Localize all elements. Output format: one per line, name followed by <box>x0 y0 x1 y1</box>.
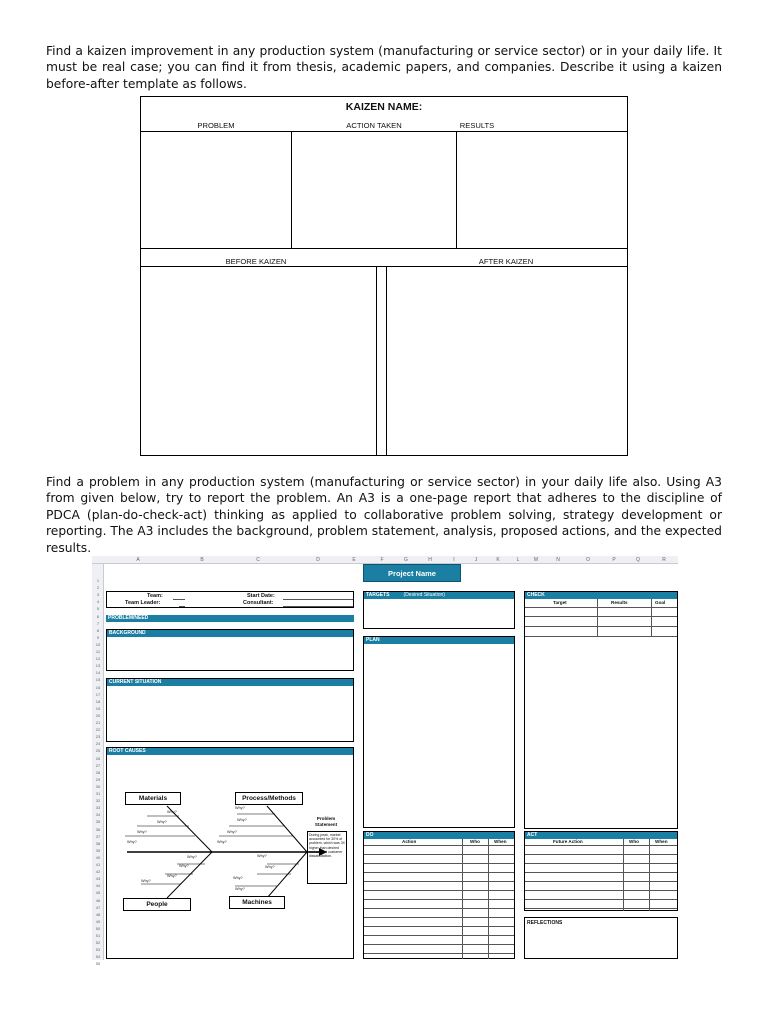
check-grid-line <box>525 626 677 627</box>
start-date-field-line <box>283 599 353 600</box>
row-number: 27 <box>95 762 101 768</box>
row-number: 19 <box>95 705 101 711</box>
team-label: Team: <box>147 593 163 599</box>
do-bar: DO <box>364 832 514 839</box>
row-number: 40 <box>95 854 101 860</box>
row-number: 1 <box>96 578 100 583</box>
row-number: 32 <box>95 798 101 804</box>
row-number: 18 <box>95 698 101 704</box>
row-number: 45 <box>95 890 101 896</box>
check-grid-line <box>597 599 598 636</box>
fishbone-bone <box>267 806 307 852</box>
act-col-future-action: Future Action <box>553 839 583 844</box>
row-number: 47 <box>95 904 101 910</box>
project-name-box: Project Name <box>363 564 461 582</box>
row-number: 3 <box>96 592 100 598</box>
row-number: 15 <box>95 677 101 683</box>
check-grid-line <box>525 607 677 608</box>
grid-row-line <box>364 854 514 855</box>
column-letter: K <box>496 557 500 563</box>
column-letter: I <box>453 557 455 563</box>
grid-row-line <box>364 872 514 873</box>
row-number: 49 <box>95 918 101 924</box>
row-number: 42 <box>95 869 101 875</box>
background-bar: BACKGROUND <box>107 630 353 637</box>
row-number: 5 <box>96 606 100 612</box>
row-number: 24 <box>95 741 101 747</box>
spreadsheet-column-header <box>92 556 678 564</box>
spreadsheet-row-header <box>92 564 104 967</box>
check-grid-line <box>525 636 677 637</box>
current-situation-bar: CURRENT SITUATION <box>107 679 353 686</box>
row-number: 39 <box>95 847 101 853</box>
column-letter: B <box>200 557 204 563</box>
targets-section <box>363 591 515 629</box>
row-number: 12 <box>95 656 101 662</box>
do-col-action: Action <box>402 839 417 844</box>
act-section <box>524 831 678 911</box>
column-letter: H <box>428 557 432 563</box>
kaizen-divider <box>456 131 457 248</box>
row-number: 26 <box>95 755 101 761</box>
grid-row-line <box>364 935 514 936</box>
plan-bar: PLAN <box>364 637 514 644</box>
column-letter: L <box>516 557 520 563</box>
row-number: 10 <box>95 641 101 647</box>
why-label: Why? <box>141 879 151 883</box>
row-number: 31 <box>95 791 101 796</box>
check-section <box>524 591 678 829</box>
check-col-results: Results <box>611 600 628 605</box>
fishbone-machines-label: Machines <box>229 896 285 909</box>
column-letter: J <box>474 557 478 563</box>
row-number: 23 <box>95 734 101 740</box>
grid-row-line <box>525 863 677 864</box>
row-number: 30 <box>95 783 101 789</box>
kaizen-results-label: RESULTS <box>459 121 495 130</box>
row-number: 9 <box>96 634 100 640</box>
check-grid-line <box>525 616 677 617</box>
row-number: 16 <box>95 684 101 690</box>
column-letter: R <box>662 557 666 563</box>
grid-row-line <box>525 890 677 891</box>
plan-section <box>363 636 515 828</box>
grid-row-line <box>364 899 514 900</box>
row-number: 35 <box>95 819 101 825</box>
kaizen-name-title: KAIZEN NAME: <box>345 101 423 113</box>
problem-statement-label: Problem Statement <box>314 816 338 827</box>
kaizen-divider <box>291 131 292 248</box>
act-bar: ACT <box>525 832 677 839</box>
team-leader-field-line <box>179 606 185 607</box>
column-letter: M <box>533 557 539 563</box>
row-number: 54 <box>95 954 101 960</box>
row-number: 46 <box>95 897 101 903</box>
grid-row-line <box>364 845 514 846</box>
row-number: 38 <box>95 840 101 846</box>
a3-paragraph: Find a problem in any production system (manufacturing or service sector) in your daily life also. Using A3 from given below, try to report the problem. An A3 is a one-page report that adheres to the discipline of PDCA (plan-do-check-act) thinking as applied to collaborative problem solving, strategy development or reporting. The A3 includes the background, problem statement, analysis, proposed actions, and the expected results. <box>46 475 722 555</box>
grid-row-line <box>364 890 514 891</box>
row-number: 11 <box>95 649 101 654</box>
reflections-section <box>524 917 678 959</box>
targets-label: TARGETS <box>366 592 390 598</box>
targets-note: (Desired Situation) <box>403 592 445 598</box>
row-number: 50 <box>95 925 101 931</box>
column-letter: A <box>136 557 140 563</box>
do-col-when: When <box>494 839 507 844</box>
a3-report-template <box>92 556 678 967</box>
current-situation-section <box>106 678 354 742</box>
row-number: 53 <box>95 947 101 953</box>
why-label: Why? <box>179 864 189 868</box>
kaizen-before-label: BEFORE KAIZEN <box>225 257 287 266</box>
why-label: Why? <box>187 855 197 859</box>
why-label: Why? <box>257 854 267 858</box>
column-letter: F <box>380 557 384 563</box>
do-col-who: Who <box>470 839 480 844</box>
reflections-label: REFLECTIONS <box>527 920 563 926</box>
why-label: Why? <box>235 887 245 891</box>
why-label: Why? <box>127 840 137 844</box>
row-number: 13 <box>95 663 101 669</box>
team-info-box <box>106 591 354 608</box>
act-grid-line <box>623 839 624 911</box>
column-letter: E <box>352 557 356 563</box>
team-leader-label: Team Leader: <box>125 600 161 606</box>
row-number: 22 <box>95 727 101 733</box>
row-number: 29 <box>95 776 101 782</box>
grid-row-line <box>364 953 514 954</box>
do-section <box>363 831 515 959</box>
fishbone-people-label: People <box>123 898 191 911</box>
row-number: 48 <box>95 911 101 917</box>
team-field-line <box>173 599 185 600</box>
grid-row-line <box>364 926 514 927</box>
why-label: Why? <box>237 818 247 822</box>
why-label: Why? <box>227 830 237 834</box>
grid-row-line <box>364 881 514 882</box>
grid-row-line <box>525 899 677 900</box>
why-label: Why? <box>167 810 177 814</box>
row-number: 51 <box>95 933 101 938</box>
kaizen-divider <box>141 266 627 267</box>
column-letter: D <box>316 557 320 563</box>
row-number: 20 <box>95 712 101 718</box>
row-number: 34 <box>95 812 101 818</box>
row-number: 7 <box>96 620 100 626</box>
row-number: 55 <box>95 961 101 967</box>
grid-row-line <box>364 917 514 918</box>
grid-row-line <box>525 908 677 909</box>
background-section <box>106 629 354 671</box>
grid-row-line <box>525 845 677 846</box>
check-col-goal: Goal <box>655 600 666 605</box>
row-number: 41 <box>95 862 101 867</box>
row-number: 44 <box>95 883 101 889</box>
consultant-field-line <box>283 606 353 607</box>
grid-row-line <box>525 881 677 882</box>
fishbone-process-label: Process/Methods <box>235 792 303 805</box>
row-number: 17 <box>95 691 101 697</box>
row-number: 43 <box>95 876 101 882</box>
why-label: Why? <box>235 806 245 810</box>
kaizen-template <box>140 96 628 456</box>
row-number: 25 <box>95 748 101 754</box>
why-label: Why? <box>137 830 147 834</box>
kaizen-mid-divider <box>141 248 627 249</box>
column-letter: Q <box>636 557 640 563</box>
check-col-target: Target <box>553 600 567 605</box>
kaizen-after-label: AFTER KAIZEN <box>478 257 534 266</box>
why-label: Why? <box>157 820 167 824</box>
check-grid-line <box>651 599 652 636</box>
row-number: 36 <box>95 826 101 832</box>
grid-row-line <box>525 854 677 855</box>
row-number: 21 <box>95 720 101 725</box>
start-date-label: Start Date: <box>247 593 275 599</box>
kaizen-divider <box>376 266 377 456</box>
problem-need-bar: PROBLEM/NEED <box>106 615 354 622</box>
grid-row-line <box>364 908 514 909</box>
root-causes-section <box>106 747 354 959</box>
why-label: Why? <box>233 876 243 880</box>
act-col-when: When <box>655 839 668 844</box>
grid-row-line <box>525 872 677 873</box>
column-letter: O <box>586 557 590 563</box>
act-col-who: Who <box>629 839 639 844</box>
why-label: Why? <box>167 874 177 878</box>
row-number: 4 <box>96 599 100 605</box>
targets-bar <box>364 592 514 599</box>
consultant-label: Consultant: <box>243 600 274 606</box>
why-label: Why? <box>217 840 227 844</box>
why-label: Why? <box>265 865 275 869</box>
row-number: 37 <box>95 833 101 839</box>
row-number: 14 <box>95 670 101 676</box>
grid-row-line <box>364 944 514 945</box>
grid-row-line <box>364 863 514 864</box>
fishbone-bone <box>267 852 307 898</box>
column-letter: G <box>404 557 408 563</box>
row-number: 2 <box>96 585 100 591</box>
row-number: 33 <box>95 805 101 811</box>
problem-statement-box: During peak, market accounted for 30% of problem, which was 3X higher than desired and caused customer dissatisfaction. <box>307 831 347 884</box>
root-causes-bar: ROOT CAUSES <box>107 748 353 755</box>
kaizen-header-divider <box>141 131 627 132</box>
check-bar: CHECK <box>525 592 677 599</box>
column-letter: P <box>612 557 616 563</box>
act-grid-line <box>649 839 650 911</box>
kaizen-divider <box>386 266 387 456</box>
row-number: 8 <box>96 627 100 633</box>
kaizen-action-label: ACTION TAKEN <box>346 121 402 130</box>
kaizen-problem-label: PROBLEM <box>197 121 235 130</box>
intro-paragraph: Find a kaizen improvement in any production system (manufacturing or service sector) or in your daily life. It must be real case; you can find it from thesis, academic papers, and companies. Describe it using a kaizen before-after template as follows. <box>46 44 722 91</box>
fishbone-materials-label: Materials <box>125 792 181 805</box>
problem-need-section <box>106 615 354 623</box>
row-number: 6 <box>96 613 100 619</box>
column-letter: C <box>256 557 260 563</box>
column-letter: N <box>556 557 560 563</box>
row-number: 52 <box>95 940 101 946</box>
row-number: 28 <box>95 769 101 775</box>
